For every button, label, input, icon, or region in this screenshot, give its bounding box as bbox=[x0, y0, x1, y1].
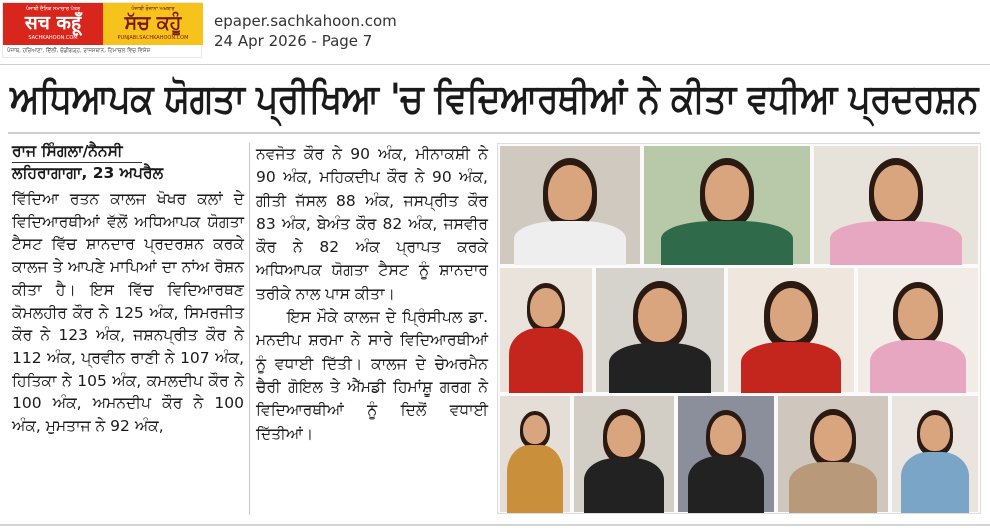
edition-date-page: 24 Apr 2026 - Page 7 bbox=[214, 32, 373, 50]
article-paragraph: ਇਸ ਮੌਕੇ ਕਾਲਜ ਦੇ ਪ੍ਰਿੰਸੀਪਲ ਡਾ. ਮਨਦੀਪ ਸ਼ਰਮਾ ਨੇ ਸਾਰੇ ਵਿਦਿਆਰਥੀਆਂ ਨੂੰ ਵਧਾਈ ਦਿੱਤੀ। ਕਾਲਜ ਦੇ ਚੇਅਰਮੈਨ ਚੈਰੀ ਗੋਇਲ ਤੇ ਐੱਮਡੀ ਹਿਮਾਂਸ਼ੂ ਗਰਗ ਨੇ ਵਿਦਿਆਰਥੀਆਂ ਨੂੰ ਦਿਲੋਂ ਵਧਾਈ ਦਿੱਤੀਆਂ। bbox=[256, 308, 488, 443]
logo-name-punjabi: ਸੱਚ ਕਹੂੰ bbox=[124, 12, 182, 34]
portrait-outfit bbox=[507, 445, 563, 513]
logo-tagline-punjabi: ਪੰਜਾਬੀ ਰੋਜ਼ਾਨਾ ਅਖ਼ਬਾਰ bbox=[131, 6, 175, 12]
portrait-face bbox=[523, 415, 547, 445]
place-date: ਲਹਿਰਾਗਾਗਾ, 23 ਅਪਰੈਲ bbox=[12, 164, 164, 182]
article-column-1 bbox=[12, 188, 244, 438]
byline-block bbox=[12, 140, 244, 186]
portrait-outfit bbox=[901, 452, 970, 513]
portrait-face bbox=[705, 165, 749, 220]
logo-url-punjabi: PUNJABI.SACHKAHOON.COM bbox=[117, 35, 189, 41]
article-column-2 bbox=[256, 143, 488, 446]
portrait-outfit bbox=[584, 458, 664, 513]
article-paragraph: ਵਿੱਦਿਆ ਰਤਨ ਕਾਲਜ ਖੋਖਰ ਕਲਾਂ ਦੇ ਵਿਦਿਆਰਥੀਆਂ ਵੱਲੋਂ ਅਧਿਆਪਕ ਯੋਗਤਾ ਟੈਸਟ ਵਿੱਚ ਸ਼ਾਨਦਾਰ ਪ੍ਰਦਰਸ਼ਨ ਕਰਕੇ ਕਾਲਜ ਤੇ ਆਪਣੇ ਮਾਪਿਆਂ ਦਾ ਨਾਂਅ ਰੋਸ਼ਨ ਕੀਤਾ ਹੈ। ਇਸ ਵਿੱਚ ਵਿਦਿਆਰਥਣ ਕੋਮਲਹੀਰ ਕੌਰ ਨੇ 125 ਅੰਕ, ਸਿਮਰਜੀਤ ਕੌਰ ਨੇ 123 ਅੰਕ, ਜਸ਼ਨਪ੍ਰੀਤ ਕੌਰ ਨੇ 112 ਅੰਕ, ਪ੍ਰਵੀਨ ਰਾਣੀ ਨੇ 107 ਅੰਕ, ਹਿਤਿਕਾ ਨੇ 105 ਅੰਕ, ਕਮਲਦੀਪ ਕੌਰ ਨੇ 100 ਅੰਕ, ਅਮਨਦੀਪ ਕੌਰ ਨੇ 100 ਅੰਕ, ਮੁਮਤਾਜ ਨੇ 92 ਅੰਕ, bbox=[12, 190, 244, 436]
student-photo bbox=[678, 396, 774, 512]
portrait-outfit bbox=[609, 343, 711, 393]
student-photo bbox=[644, 146, 810, 264]
portrait-face bbox=[898, 288, 939, 339]
portrait-outfit bbox=[514, 221, 626, 265]
student-photo bbox=[778, 396, 888, 512]
portrait-face bbox=[607, 415, 641, 458]
student-photo bbox=[892, 396, 978, 512]
byline-underline bbox=[12, 162, 142, 163]
headline-divider bbox=[8, 132, 980, 134]
masthead-divider bbox=[0, 64, 990, 65]
student-photo bbox=[500, 268, 592, 392]
epaper-site-link[interactable]: epaper.sachkahoon.com bbox=[214, 12, 397, 30]
portrait-face bbox=[814, 415, 851, 462]
student-photo bbox=[500, 146, 640, 264]
portrait-outfit bbox=[688, 456, 765, 513]
logo-url-hindi: SACHKAHOON.COM bbox=[28, 35, 78, 41]
portrait-outfit bbox=[741, 342, 842, 393]
portrait-outfit bbox=[870, 340, 966, 393]
student-photo bbox=[858, 268, 978, 392]
portrait-face bbox=[548, 165, 592, 220]
portrait-outfit bbox=[789, 462, 877, 513]
newspaper-logo[interactable] bbox=[2, 2, 202, 58]
portrait-outfit bbox=[509, 328, 583, 393]
page-bottom-rule bbox=[0, 524, 990, 526]
article-paragraph: ਨਵਜੋਤ ਕੌਰ ਨੇ 90 ਅੰਕ, ਮੀਨਾਕਸ਼ੀ ਨੇ 90 ਅੰਕ, ਮਹਿਕਦੀਪ ਕੌਰ ਨੇ 90 ਅੰਕ, ਗੀਤੀ ਜੱਸਲ 88 ਅੰਕ, ਜਸਪ੍ਰੀਤ ਕੌਰ 83 ਅੰਕ, ਬੇਅੰਤ ਕੌਰ 82 ਅੰਕ, ਜਸਵੀਰ ਕੌਰ ਨੇ 82 ਅੰਕ ਪ੍ਰਾਪਤ ਕਰਕੇ ਅਧਿਆਪਕ ਯੋਗਤਾ ਟੈਸਟ ਨੂੰ ਸ਼ਾਨਦਾਰ ਤਰੀਕੇ ਨਾਲ ਪਾਸ ਕੀਤਾ। bbox=[256, 145, 488, 303]
portrait-face bbox=[638, 288, 682, 342]
portrait-face bbox=[530, 288, 561, 327]
portrait-outfit bbox=[661, 221, 793, 265]
column-divider bbox=[249, 143, 250, 515]
student-photo bbox=[728, 268, 854, 392]
byline: ਰਾਜ ਸਿੰਗਲਾ/ਨੈਨਸੀ bbox=[12, 142, 123, 160]
student-photo bbox=[500, 396, 570, 512]
portrait-face bbox=[710, 415, 743, 456]
portrait-face bbox=[770, 288, 813, 342]
logo-name-hindi: सच कहूँ bbox=[24, 12, 82, 34]
masthead bbox=[0, 0, 990, 64]
portrait-face bbox=[874, 165, 918, 220]
student-photo bbox=[596, 268, 724, 392]
logo-editions-strip: ਪੰਜਾਬ, ਹਰਿਆਣਾ, ਦਿੱਲੀ, ਚੰਡੀਗੜ੍ਹ, ਰਾਜਸਥਾਨ, ਹਿਮਾਚਲ ਵਿਚ ਵਿਸ਼ੇਸ਼ bbox=[7, 48, 151, 54]
student-photo-collage[interactable] bbox=[497, 143, 981, 514]
article-headline: ਅਧਿਆਪਕ ਯੋਗਤਾ ਪ੍ਰੀਖਿਆ 'ਚ ਵਿਦਿਆਰਥੀਆਂ ਨੇ ਕੀਤਾ ਵਧੀਆ ਪ੍ਰਦਰਸ਼ਨ bbox=[10, 76, 979, 122]
portrait-face bbox=[920, 415, 949, 452]
portrait-outfit bbox=[830, 221, 961, 265]
student-photo bbox=[814, 146, 978, 264]
student-photo bbox=[574, 396, 674, 512]
logo-tagline-hindi: ਪੰਜਾਬੀ ਦੈਨਿਕ ਸਮਾਚਾਰ ਪੱਤਰ bbox=[25, 6, 81, 12]
